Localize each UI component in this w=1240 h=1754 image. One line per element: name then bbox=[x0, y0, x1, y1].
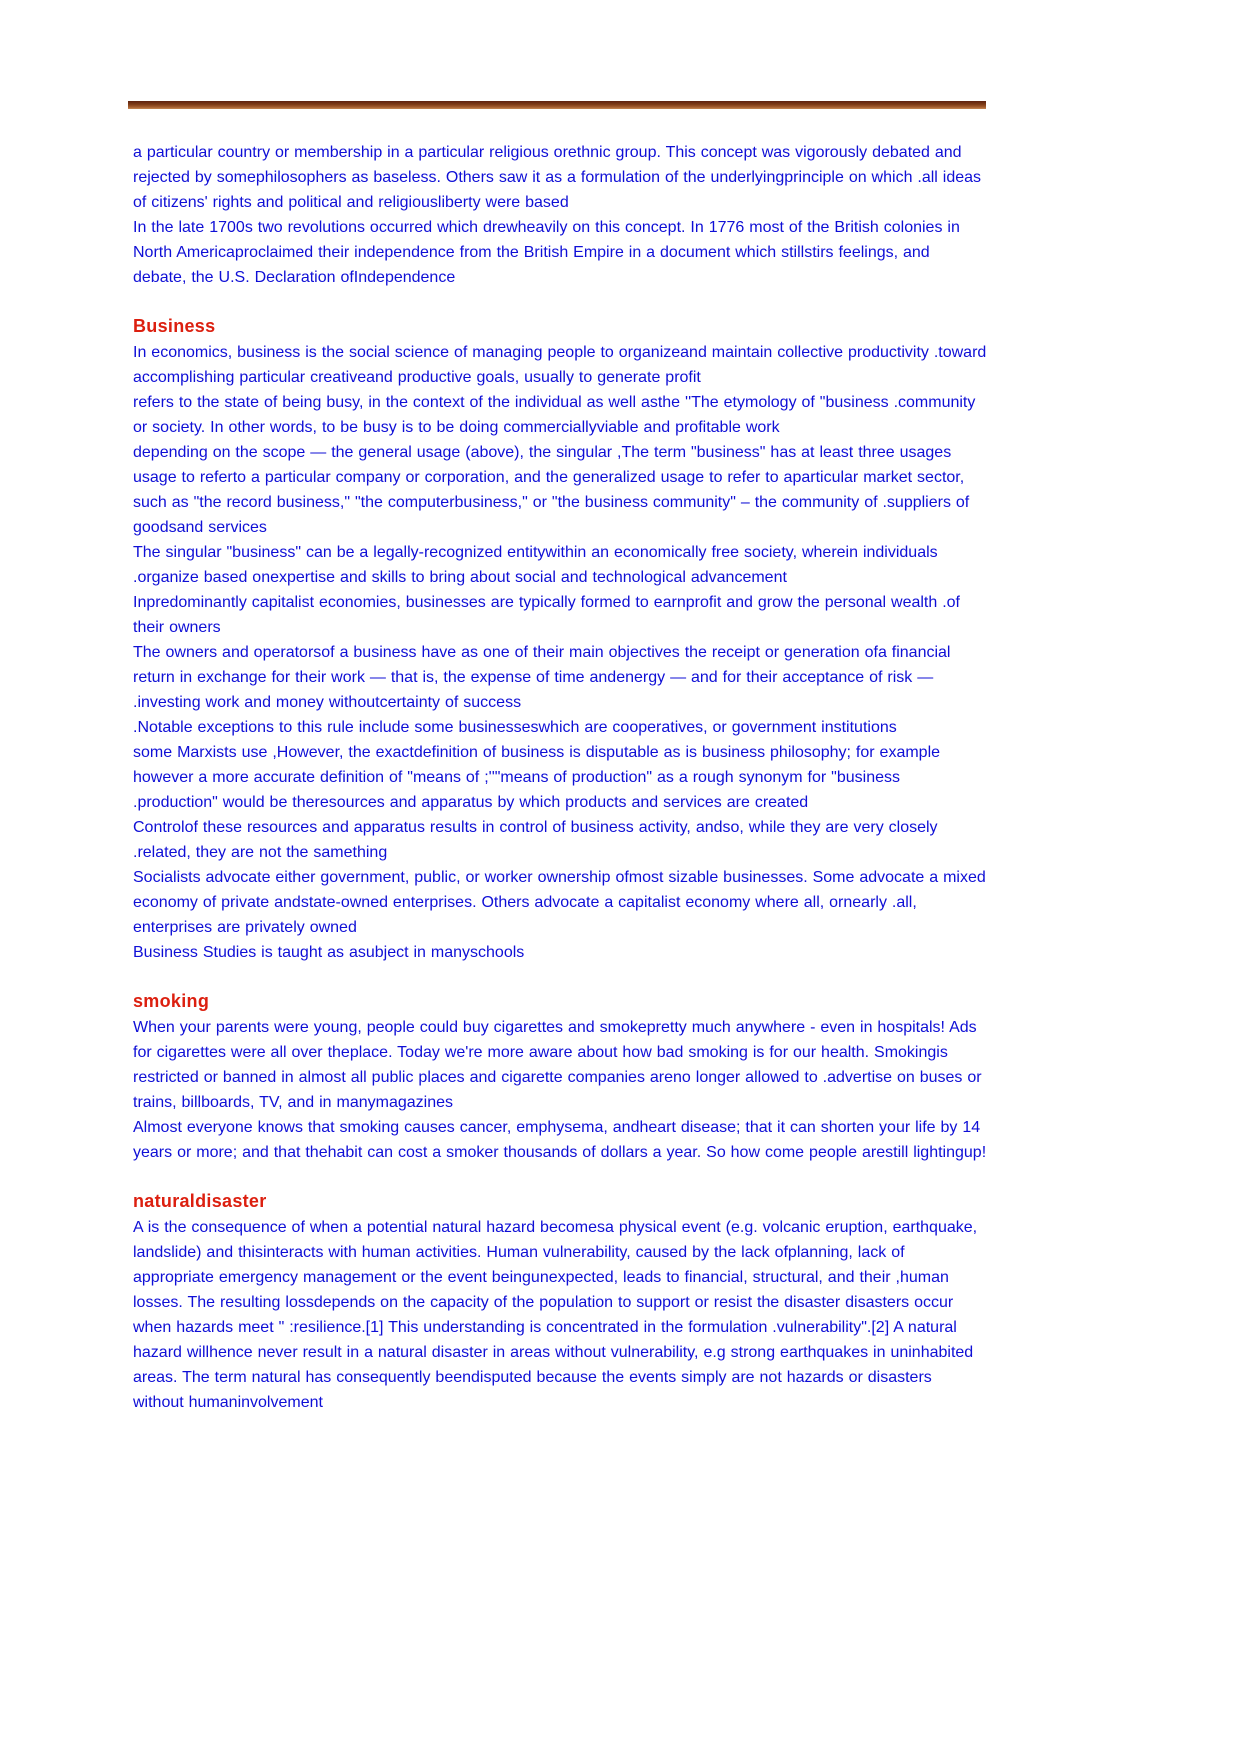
paragraph: The singular "business" can be a legally-recognized entitywithin an economically free society, wherein individuals .organize based onexpertise and skills to bring about social and technological advancement bbox=[133, 544, 938, 586]
paragraph: Inpredominantly capitalist economies, businesses are typically formed to earnprofit and grow the personal wealth .of their owners bbox=[133, 594, 960, 636]
paragraph: The owners and operatorsof a business have as one of their main objectives the receipt or generation ofa financial return in exchange for their work — that is, the expense of time andenergy — and for their acceptance of risk — .investing work and money withoutcertainty of success bbox=[133, 644, 951, 711]
paragraph: some Marxists use ,However, the exactdefinition of business is disputable as is business philosophy; for example however a more accurate definition of "means of ;''"means of production" as a rough synonym for "business .production" would be theresources and apparatus by which products and services are created bbox=[133, 744, 941, 811]
paragraph: Business Studies is taught as asubject in manyschools bbox=[133, 944, 525, 961]
paragraph: In economics, business is the social science of managing people to organizeand maintain collective productivity .toward accomplishing particular creativeand productive goals, usually to generate profit bbox=[133, 344, 987, 386]
intro-paragraph: In the late 1700s two revolutions occurred which drewheavily on this concept. In 1776 most of the British colonies in North Americaproclaimed their independence from the British Empire in a document which stillstirs feelings, and debate, the U.S. Declaration ofIndependence bbox=[133, 219, 960, 286]
paragraph: Almost everyone knows that smoking causes cancer, emphysema, andheart disease; that it can shorten your life by 14 years or more; and that thehabit can cost a smoker thousands of dollars a year. So how come people arestill lightingup! bbox=[133, 1119, 987, 1161]
paragraph: Controlof these resources and apparatus results in control of business activity, andso, while they are very closely .related, they are not the samething bbox=[133, 819, 938, 861]
paragraph: Socialists advocate either government, public, or worker ownership ofmost sizable businesses. Some advocate a mixed economy of private andstate-owned enterprises. Others advocate a capitalist economy where all, ornearly .all, enterprises are privately owned bbox=[133, 869, 986, 936]
intro-paragraph: a particular country or membership in a particular religious orethnic group. This concept was vigorously debated and rejected by somephilosophers as baseless. Others saw it as a formulation of the underlyingprinciple on which .all ideas of citizens' rights and political and religiousliberty were based bbox=[133, 144, 982, 211]
page-top-border bbox=[128, 101, 986, 109]
section-heading-smoking: smoking bbox=[133, 991, 210, 1011]
paragraph: refers to the state of being busy, in the context of the individual as well asthe ''The etymology of "business .community or society. In other words, to be busy is to be doing commerciallyviable and profitable work bbox=[133, 394, 976, 436]
paragraph: .Notable exceptions to this rule include some businesseswhich are cooperatives, or government institutions bbox=[133, 719, 897, 736]
section-heading-naturaldisaster: naturaldisaster bbox=[133, 1191, 267, 1211]
paragraph: A is the consequence of when a potential natural hazard becomesa physical event (e.g. volcanic eruption, earthquake, landslide) and thisinteracts with human activities. Human vulnerability, caused by the lack ofplanning, lack of appropriate emergency management or the event beingunexpected, leads to financial, structural, and their ,human losses. The resulting lossdepends on the capacity of the population to support or resist the disaster disasters occur when hazards meet " :resilience.[1] This understanding is concentrated in the formulation .vulnerability".[2] A natural hazard willhence never result in a natural disaster in areas without vulnerability, e.g strong earthquakes in uninhabited areas. The term natural has consequently beendisputed because the events simply are not hazards or disasters without humaninvolvement bbox=[133, 1219, 978, 1411]
section-heading-business: Business bbox=[133, 316, 216, 336]
paragraph: When your parents were young, people could buy cigarettes and smokepretty much anywhere - even in hospitals! Ads for cigarettes were all over theplace. Today we're more aware about how bad smoking is for our health. Smokingis restricted or banned in almost all public places and cigarette companies areno longer allowed to .advertise on buses or trains, billboards, TV, and in manymagazines bbox=[133, 1019, 982, 1111]
paragraph: depending on the scope — the general usage (above), the singular ,The term "business" has at least three usages usage to referto a particular company or corporation, and the generalized usage to refer to aparticular market sector, such as "the record business," "the computerbusiness," or "the business community" – the community of .suppliers of goodsand services bbox=[133, 444, 970, 536]
